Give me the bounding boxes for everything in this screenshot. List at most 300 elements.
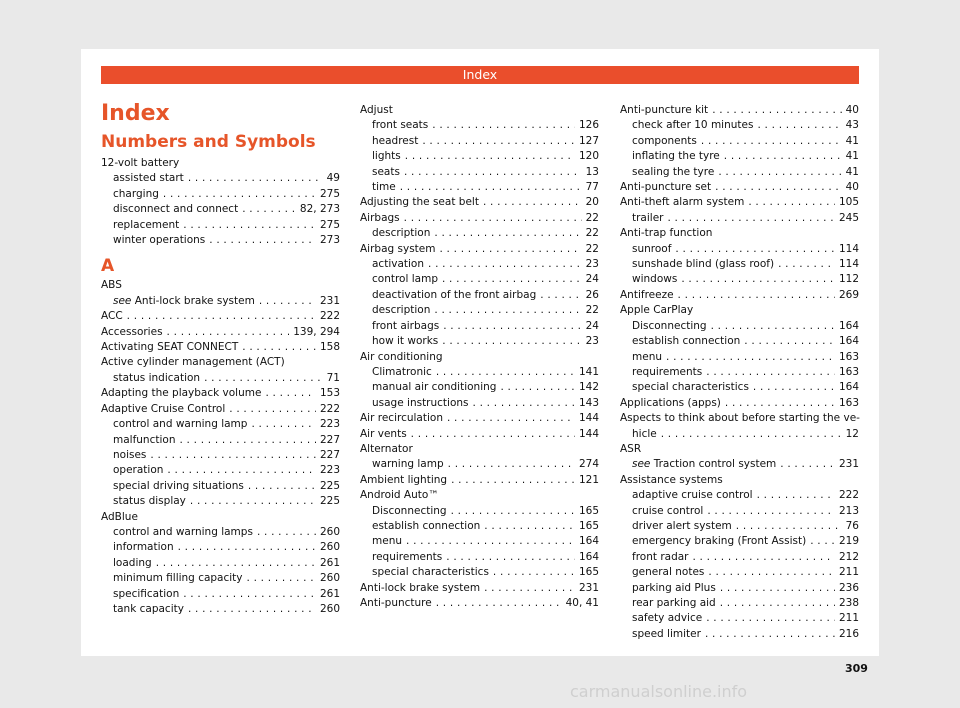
index-entry [620, 118, 859, 133]
index-entry [360, 565, 599, 580]
dot-leader [163, 187, 316, 202]
dot-leader [706, 611, 835, 626]
index-entry: 12-volt battery [101, 157, 180, 169]
index-entry [360, 427, 599, 442]
header-banner: Index [101, 66, 859, 84]
entry-term: Adaptive Cruise Control [101, 402, 226, 415]
dot-leader [209, 233, 316, 248]
dot-leader [540, 288, 581, 303]
dot-leader [778, 257, 835, 272]
entry-page: 163 [838, 396, 859, 409]
entry-term: Airbag system [360, 242, 436, 255]
entry-term [113, 294, 255, 309]
index-entry [620, 103, 859, 118]
entry-page: 273 [319, 234, 340, 247]
entry-term: menu [372, 535, 402, 548]
entry-page: 223 [319, 418, 340, 431]
index-entry [101, 479, 340, 494]
entry-page: 20 [585, 196, 599, 209]
entry-term: Antifreeze [620, 288, 674, 301]
dot-leader [447, 411, 575, 426]
dot-leader [810, 534, 835, 549]
entry-page: 41 [845, 165, 859, 178]
index-entry: ASR [620, 442, 642, 455]
index-entry [620, 211, 859, 226]
entry-term: operation [113, 464, 164, 477]
dot-leader [720, 581, 835, 596]
index-entry: Anti-trap function [620, 227, 713, 240]
index-entry [360, 473, 599, 488]
index-entry: AdBlue [101, 510, 138, 523]
entry-page: 260 [319, 525, 340, 538]
entry-term: components [632, 134, 697, 147]
dot-leader [405, 149, 575, 164]
entry-term: special driving situations [113, 479, 244, 492]
entry-term: sunshade blind (glass roof) [632, 258, 775, 271]
dot-leader [439, 242, 581, 257]
entry-page: 238 [838, 597, 859, 609]
index-column-3 [620, 103, 859, 642]
dot-leader [442, 334, 581, 349]
entry-page: 12 [845, 427, 859, 440]
dot-leader [257, 525, 316, 540]
dot-leader [757, 488, 835, 503]
entry-term: Anti-puncture kit [620, 104, 709, 116]
dot-leader [724, 149, 842, 164]
entry-page: 274 [578, 458, 599, 471]
entry-term: requirements [632, 365, 703, 378]
index-entry [360, 457, 599, 472]
dot-leader [183, 587, 316, 602]
index-entry [360, 334, 599, 349]
entry-page: 126 [578, 119, 599, 132]
entry-page: 261 [319, 556, 340, 569]
entry-page: 164 [838, 319, 859, 332]
entry-list-col3 [620, 103, 859, 642]
index-entry [101, 540, 340, 555]
entry-page: 76 [845, 519, 859, 532]
index-entry [360, 118, 599, 133]
entry-page: 22 [585, 304, 599, 317]
entry-term: Disconnecting [372, 504, 447, 517]
index-entry [360, 581, 599, 596]
dot-leader [251, 417, 315, 432]
entry-term: disconnect and connect [113, 203, 239, 216]
index-entry [620, 488, 859, 503]
dot-leader [715, 180, 842, 195]
entry-term-text: Anti-lock brake system [134, 294, 255, 307]
entry-term: Accessories [101, 325, 163, 338]
index-entry: ABS [101, 279, 122, 292]
entry-term: replacement [113, 218, 180, 231]
entry-term: Adapting the playback volume [101, 387, 262, 400]
dot-leader [179, 433, 315, 448]
index-entry [360, 319, 599, 334]
index-entry [101, 171, 340, 186]
index-entry [620, 534, 859, 549]
index-entry [620, 180, 859, 195]
dot-leader [666, 350, 835, 365]
index-entry [101, 187, 340, 202]
entry-page: 139, 294 [293, 325, 340, 338]
index-entry: Air conditioning [360, 350, 443, 363]
entry-page: 82, 273 [299, 203, 340, 216]
index-entry [360, 165, 599, 180]
entry-page: 275 [319, 218, 340, 231]
entry-page: 222 [319, 310, 340, 323]
entry-page: 164 [578, 535, 599, 548]
entry-term: control and warning lamp [113, 418, 248, 431]
dot-leader [707, 504, 835, 519]
index-entry [360, 534, 599, 549]
entry-page: 164 [838, 381, 859, 394]
index-entry [101, 371, 340, 386]
index-entry [620, 350, 859, 365]
entry-page: 127 [578, 134, 599, 147]
entry-term: Air vents [360, 427, 407, 440]
dot-leader [500, 380, 575, 395]
dot-leader [436, 596, 562, 611]
dot-leader [748, 195, 835, 210]
dot-leader [446, 550, 575, 565]
dot-leader [400, 180, 582, 195]
dot-leader [247, 571, 316, 586]
entry-term: information [113, 541, 174, 554]
index-entry [101, 309, 340, 324]
index-entry [620, 257, 859, 272]
section-heading-a: A [101, 256, 115, 277]
index-entry [360, 303, 599, 318]
entry-term: front radar [632, 550, 689, 563]
entry-page: 165 [578, 519, 599, 532]
entry-page: 163 [838, 365, 859, 378]
entry-page: 22 [585, 227, 599, 240]
dot-leader [406, 534, 575, 549]
entry-term: loading [113, 556, 152, 569]
entry-page: 236 [838, 581, 859, 594]
entry-term: Ambient lighting [360, 473, 448, 486]
entry-term: Disconnecting [632, 319, 707, 332]
entry-page: 43 [845, 119, 859, 132]
entry-term: activation [372, 258, 425, 271]
entry-term: Anti-puncture set [620, 181, 712, 194]
dot-leader [436, 365, 575, 380]
entry-list-numbers [101, 156, 340, 248]
index-entry [360, 380, 599, 395]
dot-leader [422, 134, 575, 149]
dot-leader [675, 242, 835, 257]
index-entry [101, 340, 340, 355]
index-entry [101, 386, 340, 401]
index-entry [620, 504, 859, 519]
index-column-2 [360, 103, 599, 611]
dot-leader [451, 473, 575, 488]
entry-term: establish connection [372, 519, 481, 532]
entry-page: 114 [838, 242, 859, 255]
entry-term: rear parking aid [632, 597, 716, 609]
dot-leader [736, 519, 842, 534]
entry-term [632, 457, 776, 472]
entry-page: 26 [585, 288, 599, 301]
dot-leader [681, 272, 835, 287]
entry-term: Activating SEAT CONNECT [101, 341, 239, 354]
index-entry [620, 319, 859, 334]
entry-page: 164 [838, 335, 859, 348]
entry-page: 22 [585, 242, 599, 255]
entry-term: parking aid Plus [632, 581, 716, 594]
entry-term: minimum filling capacity [113, 572, 243, 585]
index-entry [101, 325, 340, 340]
entry-term: Anti-lock brake system [360, 581, 481, 594]
index-entry [360, 226, 599, 241]
index-entry [360, 519, 599, 534]
entry-page: 144 [578, 427, 599, 440]
index-entry [620, 149, 859, 164]
dot-leader [744, 334, 835, 349]
watermark: carmanualsonline.info [570, 682, 748, 701]
entry-page: 245 [838, 211, 859, 224]
entry-page: 144 [578, 412, 599, 425]
dot-leader [473, 396, 575, 411]
index-entry [620, 596, 859, 611]
entry-page: 216 [838, 627, 859, 640]
dot-leader [183, 218, 316, 233]
index-entry [101, 202, 340, 217]
entry-term: cruise control [632, 504, 704, 517]
see-reference: see [113, 294, 132, 307]
dot-leader [442, 272, 582, 287]
entry-page: 13 [585, 165, 599, 178]
dot-leader [156, 556, 316, 571]
dot-leader [259, 294, 316, 309]
entry-page: 211 [838, 566, 859, 579]
entry-term: Airbags [360, 211, 400, 224]
entry-term: manual air conditioning [372, 381, 497, 394]
entry-page: 112 [838, 273, 859, 286]
entry-list-a [101, 278, 340, 617]
entry-term: front airbags [372, 319, 440, 332]
entry-term: Air recirculation [360, 412, 443, 425]
dot-leader [443, 319, 581, 334]
dot-leader [265, 386, 316, 401]
dot-leader [428, 257, 582, 272]
index-entry [101, 494, 340, 509]
dot-leader [711, 319, 835, 334]
entry-term: trailer [632, 211, 664, 224]
index-entry [620, 611, 859, 626]
entry-term: Adjusting the seat belt [360, 196, 479, 209]
entry-term: sunroof [632, 242, 672, 255]
entry-term: menu [632, 350, 662, 363]
entry-term: malfunction [113, 433, 176, 446]
entry-term: how it works [372, 335, 439, 348]
index-entry [620, 134, 859, 149]
index-entry [101, 233, 340, 248]
entry-term: front seats [372, 119, 429, 132]
dot-leader [667, 211, 834, 226]
see-reference: see [632, 458, 651, 471]
entry-page: 77 [585, 181, 599, 194]
entry-term: check after 10 minutes [632, 119, 754, 132]
entry-term: winter operations [113, 234, 206, 247]
dot-leader [484, 581, 575, 596]
dot-leader [167, 463, 316, 478]
section-heading-numbers: Numbers and Symbols [101, 132, 316, 152]
entry-page: 222 [319, 402, 340, 415]
entry-page: 22 [585, 211, 599, 224]
entry-page: 275 [319, 187, 340, 200]
dot-leader [178, 540, 316, 555]
entry-page: 24 [585, 319, 599, 332]
index-entry [101, 448, 340, 463]
entry-term: sealing the tyre [632, 165, 715, 178]
dot-leader [484, 519, 575, 534]
entry-term: driver alert system [632, 519, 732, 532]
entry-page: 164 [578, 550, 599, 563]
entry-term: assisted start [113, 172, 184, 185]
entry-page: 143 [578, 396, 599, 409]
dot-leader [678, 288, 835, 303]
dot-leader [706, 365, 835, 380]
index-entry [360, 180, 599, 195]
index-entry [620, 242, 859, 257]
index-entry [620, 427, 859, 442]
dot-leader [404, 165, 582, 180]
dot-leader [720, 596, 835, 611]
entry-term: inflating the tyre [632, 150, 720, 163]
index-entry: Active cylinder management (ACT) [101, 356, 285, 369]
index-entry [620, 457, 859, 472]
dot-leader [127, 309, 316, 324]
index-entry [360, 550, 599, 565]
index-entry [620, 396, 859, 411]
entry-page: 71 [326, 371, 340, 384]
index-entry: Alternator [360, 442, 413, 455]
entry-page: 260 [319, 602, 340, 615]
index-entry [360, 272, 599, 287]
entry-term: hicle [632, 427, 657, 440]
entry-page: 41 [845, 150, 859, 163]
entry-term: description [372, 227, 431, 240]
entry-page: 114 [838, 258, 859, 271]
entry-term: requirements [372, 550, 443, 563]
entry-term: deactivation of the front airbag [372, 288, 537, 301]
page-number: 309 [845, 662, 868, 675]
entry-term: speed limiter [632, 627, 701, 640]
entry-page: 40 [845, 181, 859, 194]
dot-leader [753, 380, 835, 395]
index-entry [360, 149, 599, 164]
entry-list-col2 [360, 103, 599, 611]
index-entry [101, 417, 340, 432]
dot-leader [411, 427, 575, 442]
dot-leader [757, 118, 841, 133]
entry-term: tank capacity [113, 602, 184, 615]
index-entry [360, 365, 599, 380]
index-entry [620, 272, 859, 287]
entry-page: 163 [838, 350, 859, 363]
entry-term: special characteristics [372, 566, 489, 579]
index-entry [101, 587, 340, 602]
dot-leader [204, 371, 323, 386]
entry-page: 227 [319, 448, 340, 461]
index-entry [360, 288, 599, 303]
entry-page: 40, 41 [565, 597, 599, 609]
index-entry [360, 134, 599, 149]
index-entry [620, 288, 859, 303]
entry-term: control lamp [372, 273, 438, 286]
entry-page: 260 [319, 541, 340, 554]
entry-term: general notes [632, 566, 705, 579]
index-entry [101, 433, 340, 448]
index-entry [620, 334, 859, 349]
index-entry [360, 396, 599, 411]
index-entry: Apple CarPlay [620, 304, 694, 317]
entry-page: 141 [578, 365, 599, 378]
entry-term: time [372, 181, 396, 194]
entry-page: 121 [578, 473, 599, 486]
dot-leader [229, 402, 316, 417]
index-entry [101, 463, 340, 478]
entry-term: description [372, 304, 431, 317]
entry-page: 23 [585, 258, 599, 271]
dot-leader [150, 448, 316, 463]
index-entry [620, 195, 859, 210]
index-entry [360, 211, 599, 226]
entry-page: 165 [578, 504, 599, 517]
dot-leader [705, 627, 835, 642]
index-entry [101, 294, 340, 309]
entry-page: 142 [578, 381, 599, 394]
entry-term: Climatronic [372, 365, 432, 378]
index-entry [360, 257, 599, 272]
index-column-1 [101, 103, 340, 617]
dot-leader [483, 195, 582, 210]
index-entry [620, 519, 859, 534]
index-entry: Aspects to think about before starting the ve- [620, 412, 860, 425]
dot-leader [493, 565, 575, 580]
index-entry [620, 165, 859, 180]
index-entry [620, 550, 859, 565]
entry-term: noises [113, 448, 147, 461]
index-entry [101, 602, 340, 617]
entry-term: control and warning lamps [113, 525, 253, 538]
index-entry [101, 525, 340, 540]
entry-page: 219 [838, 535, 859, 548]
entry-page: 231 [578, 581, 599, 594]
entry-term: warning lamp [372, 458, 444, 471]
dot-leader [718, 165, 841, 180]
index-entry [101, 402, 340, 417]
index-entry: Adjust [360, 104, 393, 116]
entry-page: 260 [319, 572, 340, 585]
dot-leader [712, 103, 841, 118]
index-entry [101, 571, 340, 586]
entry-page: 212 [838, 550, 859, 563]
entry-term: establish connection [632, 335, 741, 348]
index-entry [360, 504, 599, 519]
dot-leader [701, 134, 842, 149]
entry-page: 223 [319, 464, 340, 477]
entry-term: safety advice [632, 612, 703, 625]
index-entry: Android Auto™ [360, 489, 439, 502]
dot-leader [692, 550, 834, 565]
entry-term-text: Traction control system [653, 458, 777, 471]
dot-leader [434, 226, 581, 241]
dot-leader [780, 457, 835, 472]
index-entry [360, 411, 599, 426]
index-entry [101, 556, 340, 571]
